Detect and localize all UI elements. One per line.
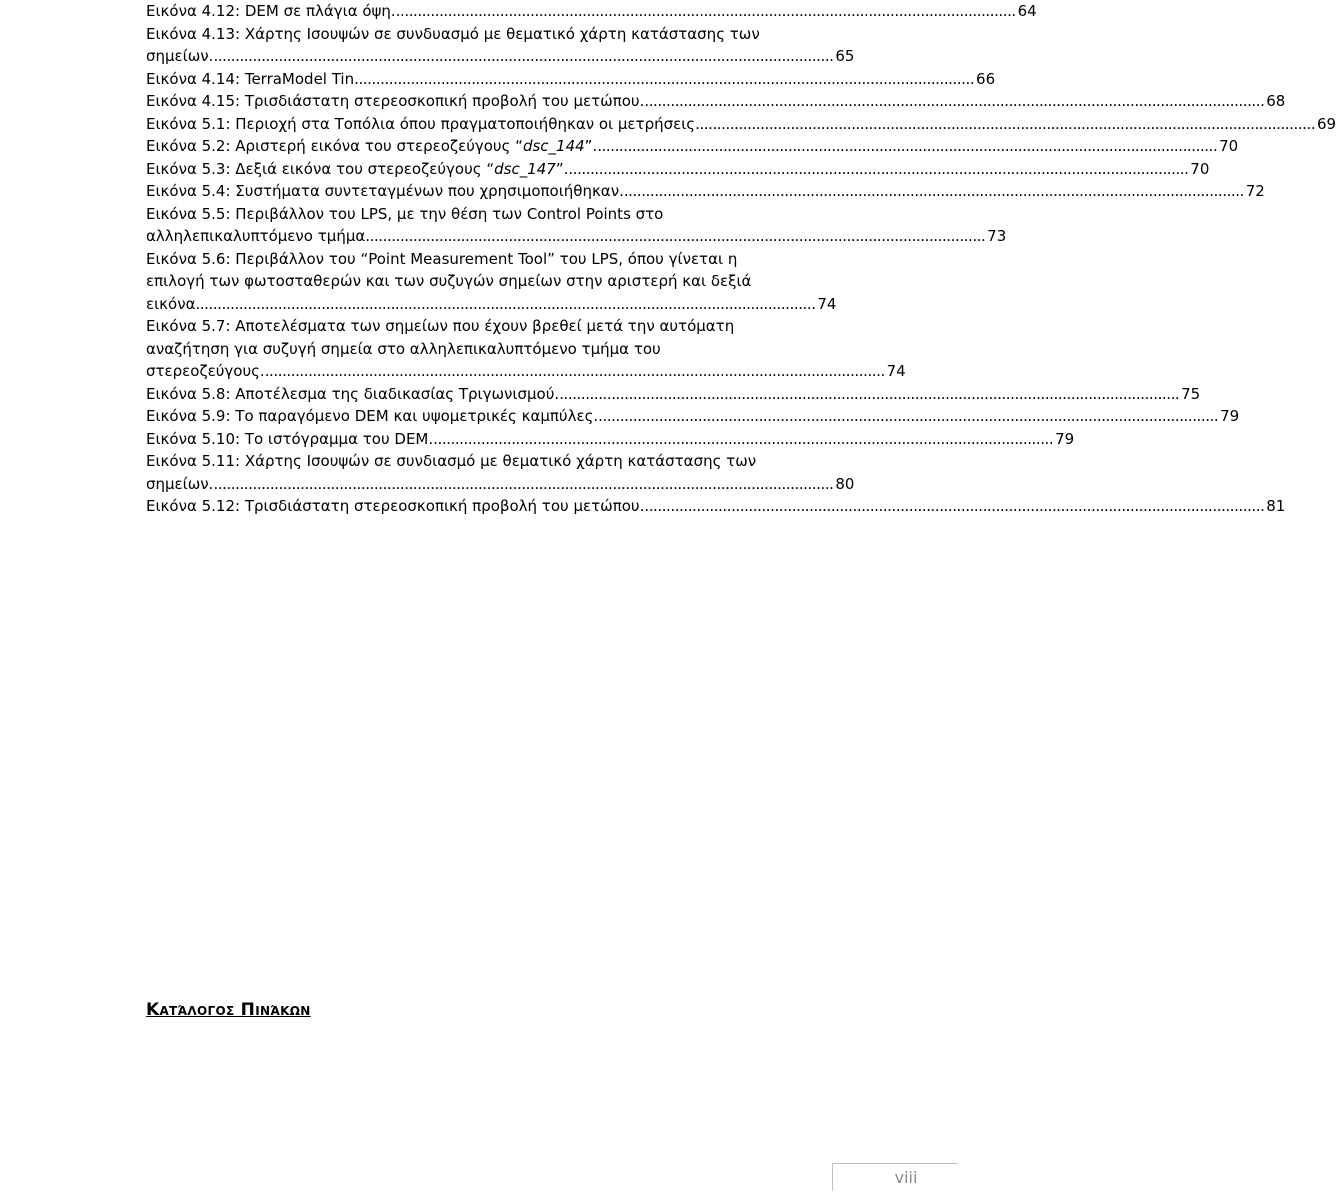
toc-page-number: 65	[835, 47, 855, 65]
leader-dots	[559, 383, 1177, 406]
toc-entry-text: Εικόνα 5.3: Δεξιά εικόνα του στερεοζεύγους “dsc_147”.	[146, 159, 569, 178]
toc-entry-text: αναζήτηση για συζυγή σημεία στο αλληλεπικαλυπτόμενο τμήμα του	[146, 339, 661, 358]
toc-entry-5-9[interactable]	[146, 405, 1240, 428]
toc-entry-text: Εικόνα 5.9: Το παραγόμενο DEM και υψομετρικές καμπύλες.	[146, 407, 599, 425]
toc-page-number: 72	[1245, 182, 1265, 200]
toc-entry-5-6[interactable]	[146, 248, 837, 316]
leader-dots	[624, 180, 1242, 203]
toc-page-number: 69	[1317, 114, 1336, 133]
toc-entry-5-4[interactable]	[146, 180, 1265, 203]
toc-entry-text: Εικόνα 5.5: Περιβάλλον του LPS, με την θέση των Control Points στο	[146, 204, 664, 223]
leader-dots	[644, 90, 1262, 113]
toc-entry-text: Εικόνα 5.1: Περιοχή στα Τοπόλια όπου πραγματοποιήθηκαν οι μετρήσεις	[146, 114, 696, 133]
toc-entry-text: στερεοζεύγους.	[146, 362, 265, 380]
toc-entry-5-8[interactable]	[146, 383, 1201, 406]
page-number: viii	[894, 1168, 918, 1187]
toc-page-number: 80	[835, 474, 855, 493]
toc-entry-text: Εικόνα 5.12: Τρισδιάστατη στερεοσκοπική προβολή του μετώπου.	[146, 497, 645, 515]
toc-entry-text: Εικόνα 4.14: TerraModel Tin	[146, 69, 355, 88]
toc-entry-4-14[interactable]	[146, 68, 996, 91]
toc-entry-text: εικόνα	[146, 294, 196, 313]
leader-dots	[213, 473, 831, 496]
toc-entry-text: Εικόνα 5.6: Περιβάλλον του “Point Measurement Tool” του LPS, όπου γίνεται η	[146, 249, 738, 268]
toc-entry-text: Εικόνα 5.11: Χάρτης Ισουψών σε συνδιασμό με θεματικό χάρτη κατάστασης των	[146, 452, 757, 470]
leader-dots	[644, 495, 1262, 518]
toc-entry-5-3[interactable]	[146, 158, 1210, 181]
toc-entry-5-11[interactable]	[146, 450, 855, 495]
toc-entry-5-7[interactable]	[146, 315, 906, 383]
toc-page-number: 73	[987, 227, 1007, 245]
toc-page-number: 66	[976, 69, 996, 88]
toc-entry-5-1[interactable]	[146, 113, 1336, 136]
toc-entry-text: αλληλεπικαλυπτόμενο τμήμα	[146, 227, 366, 245]
leader-dots	[598, 405, 1216, 428]
toc-page-number: 64	[1017, 2, 1037, 20]
toc-page-number: 74	[886, 362, 906, 380]
toc-page-number: 79	[1055, 429, 1075, 448]
leader-dots	[695, 113, 1313, 136]
table-of-figures	[146, 0, 1336, 518]
leader-dots	[195, 293, 813, 316]
section-heading-list-of-tables: Κατάλογος Πινάκων	[146, 1000, 311, 1020]
toc-entry-text: σημείων.	[146, 474, 214, 493]
leader-dots	[597, 135, 1215, 158]
toc-entry-text: Εικόνα 4.15: Τρισδιάστατη στερεοσκοπική προβολή του μετώπου.	[146, 92, 645, 110]
toc-page-number: 75	[1181, 384, 1201, 403]
toc-page-number: 81	[1266, 497, 1286, 515]
leader-dots	[568, 158, 1186, 181]
toc-entry-text: Εικόνα 5.8: Αποτέλεσμα της διαδικασίας Τριγωνισμού.	[146, 384, 560, 403]
toc-entry-5-12[interactable]	[146, 495, 1286, 518]
toc-entry-text: Εικόνα 5.2: Αριστερή εικόνα του στερεοζεύγους “dsc_144”.	[146, 137, 598, 155]
toc-entry-text: Εικόνα 5.7: Αποτελέσματα των σημείων που έχουν βρεθεί μετά την αυτόματη	[146, 317, 735, 335]
toc-entry-text: Εικόνα 4.12: DEM σε πλάγια όψη.	[146, 2, 396, 20]
toc-page-number: 68	[1266, 92, 1286, 110]
leader-dots	[213, 45, 831, 68]
leader-dots	[265, 360, 883, 383]
leader-dots	[396, 0, 1014, 23]
toc-entry-text: επιλογή των φωτοσταθερών και των συζυγών σημείων στην αριστερή και δεξιά	[146, 272, 752, 290]
toc-entry-4-12[interactable]	[146, 0, 1037, 23]
toc-entry-text: Εικόνα 5.10: Το ιστόγραμμα του DEM.	[146, 429, 434, 448]
toc-entry-text: Εικόνα 5.4: Συστήματα συντεταγμένων που χρησιμοποιήθηκαν.	[146, 182, 624, 200]
toc-entry-5-5[interactable]	[146, 203, 1007, 248]
toc-page-number: 70	[1190, 159, 1210, 178]
toc-page-number: 70	[1219, 137, 1239, 155]
toc-entry-text: σημείων.	[146, 47, 214, 65]
toc-page-number: 74	[817, 294, 837, 313]
toc-entry-5-10[interactable]	[146, 428, 1075, 451]
leader-dots	[433, 428, 1051, 451]
toc-page-number: 79	[1220, 407, 1240, 425]
toc-entry-4-15[interactable]	[146, 90, 1286, 113]
toc-entry-5-2[interactable]	[146, 135, 1239, 158]
page-number-box	[832, 1163, 957, 1191]
leader-dots	[354, 68, 972, 91]
toc-entry-4-13[interactable]	[146, 23, 855, 68]
toc-entry-text: Εικόνα 4.13: Χάρτης Ισουψών σε συνδυασμό με θεματικό χάρτη κατάστασης των	[146, 24, 760, 43]
leader-dots	[365, 225, 983, 248]
